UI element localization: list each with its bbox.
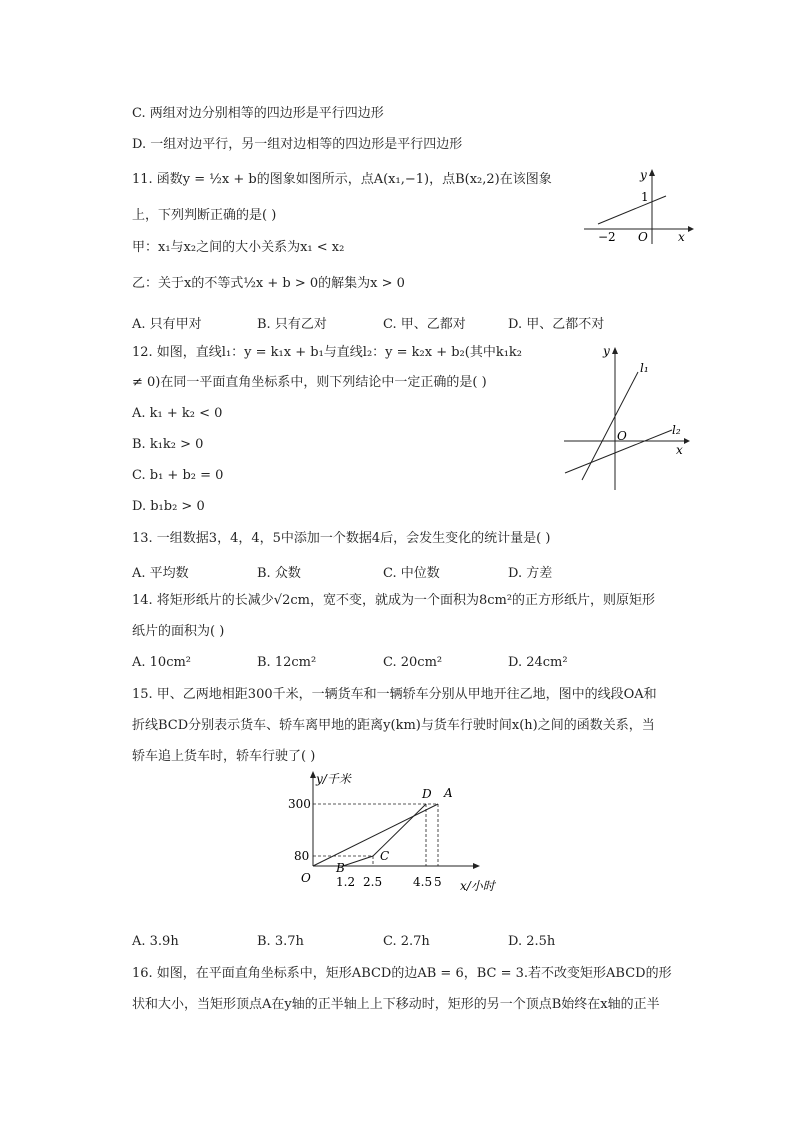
q15-graph-x25: 2.5 <box>363 875 383 889</box>
q11-stem-line1: 11. 函数y = ½x + b的图象如图所示，点A(x₁,−1)，点B(x₂,2)在该图象 <box>132 172 552 187</box>
option-c-prev: C. 两组对边分别相等的四边形是平行四边形 <box>132 106 384 121</box>
q15-graph-point-a: A <box>444 786 453 800</box>
q12-graph-x-label: x <box>676 443 683 457</box>
q11-graph <box>580 166 695 246</box>
q12-stem-line2: ≠ 0)在同一平面直角坐标系中，则下列结论中一定正确的是( ) <box>132 375 487 390</box>
q15-graph-y-label: y/千米 <box>316 772 351 786</box>
q14-option-b: B. 12cm² <box>257 655 317 670</box>
q11-graph-y-label: y <box>640 168 647 182</box>
q12-option-d: D. b₁b₂ > 0 <box>132 499 205 514</box>
q11-option-a: A. 只有甲对 <box>132 317 202 332</box>
q15-stem-line2: 折线BCD分别表示货车、轿车离甲地的距离y(km)与货车行驶时间x(h)之间的函数关系，当 <box>132 718 655 733</box>
q11-statement-yi: 乙：关于x的不等式½x + b > 0的解集为x > 0 <box>132 276 405 291</box>
q11-option-c: C. 甲、乙都对 <box>383 317 466 332</box>
q15-option-c: C. 2.7h <box>383 934 430 949</box>
q11-graph-neg2: −2 <box>598 230 616 244</box>
q16-stem-line2: 状和大小，当矩形顶点A在y轴的正半轴上上下移动时，矩形的另一个顶点B始终在x轴的正半 <box>132 997 660 1012</box>
q12-option-c: C. b₁ + b₂ = 0 <box>132 468 224 483</box>
q14-stem-line2: 纸片的面积为( ) <box>132 624 225 639</box>
q15-graph-origin: O <box>301 871 311 885</box>
q15-graph <box>280 768 510 896</box>
q15-option-a: A. 3.9h <box>132 934 179 949</box>
q13-option-b: B. 众数 <box>257 566 301 581</box>
q15-graph-x45: 4.5 <box>413 875 433 889</box>
q11-statement-jia: 甲：x₁与x₂之间的大小关系为x₁ < x₂ <box>132 240 345 255</box>
q11-graph-one: 1 <box>641 190 649 204</box>
q12-option-a: A. k₁ + k₂ < 0 <box>132 406 223 421</box>
q12-graph-y-label: y <box>603 344 610 358</box>
q14-option-d: D. 24cm² <box>508 655 568 670</box>
q14-option-c: C. 20cm² <box>383 655 443 670</box>
q15-option-d: D. 2.5h <box>508 934 556 949</box>
q13-option-a: A. 平均数 <box>132 566 189 581</box>
q14-option-a: A. 10cm² <box>132 655 192 670</box>
q12-graph-l2-label: l₂ <box>672 423 681 437</box>
q14-stem-line1: 14. 将矩形纸片的长减少√2cm，宽不变，就成为一个面积为8cm²的正方形纸片，则原矩形 <box>132 593 656 608</box>
q15-graph-point-c: C <box>380 849 390 863</box>
q15-option-b: B. 3.7h <box>257 934 304 949</box>
q15-graph-point-b: B <box>336 861 345 875</box>
q11-stem-line2: 上，下列判断正确的是( ) <box>132 208 277 223</box>
q12-option-b: B. k₁k₂ > 0 <box>132 437 204 452</box>
q13-option-d: D. 方差 <box>508 566 553 581</box>
q15-graph-y80: 80 <box>294 849 310 863</box>
q11-graph-x-label: x <box>678 230 685 244</box>
q11-option-b: B. 只有乙对 <box>257 317 327 332</box>
q15-graph-x5: 5 <box>434 875 442 889</box>
q12-graph-l1-label: l₁ <box>640 361 649 375</box>
q12-stem-line1: 12. 如图，直线l₁：y = k₁x + b₁与直线l₂：y = k₂x + b₂(其中k₁k₂ <box>132 345 523 360</box>
q15-graph-x-label: x/小时 <box>460 879 495 893</box>
q12-graph-origin: O <box>617 429 627 443</box>
q13-stem: 13. 一组数据3，4，4，5中添加一个数据4后，会发生变化的统计量是( ) <box>132 531 551 546</box>
q15-graph-point-d: D <box>422 787 432 801</box>
q11-option-d: D. 甲、乙都不对 <box>508 317 605 332</box>
q16-stem-line1: 16. 如图，在平面直角坐标系中，矩形ABCD的边AB = 6，BC = 3.若不改变矩形ABCD的形 <box>132 966 672 981</box>
q11-graph-origin: O <box>638 230 648 244</box>
q12-graph <box>560 340 695 495</box>
q15-stem-line1: 15. 甲、乙两地相距300千米，一辆货车和一辆轿车分别从甲地开往乙地，图中的线段OA和 <box>132 687 657 702</box>
q15-stem-line3: 轿车追上货车时，轿车行驶了( ) <box>132 749 316 764</box>
q13-option-c: C. 中位数 <box>383 566 440 581</box>
q15-graph-y300: 300 <box>288 797 311 811</box>
q15-graph-x12: 1.2 <box>336 875 356 889</box>
option-d-prev: D. 一组对边平行，另一组对边相等的四边形是平行四边形 <box>132 137 463 152</box>
